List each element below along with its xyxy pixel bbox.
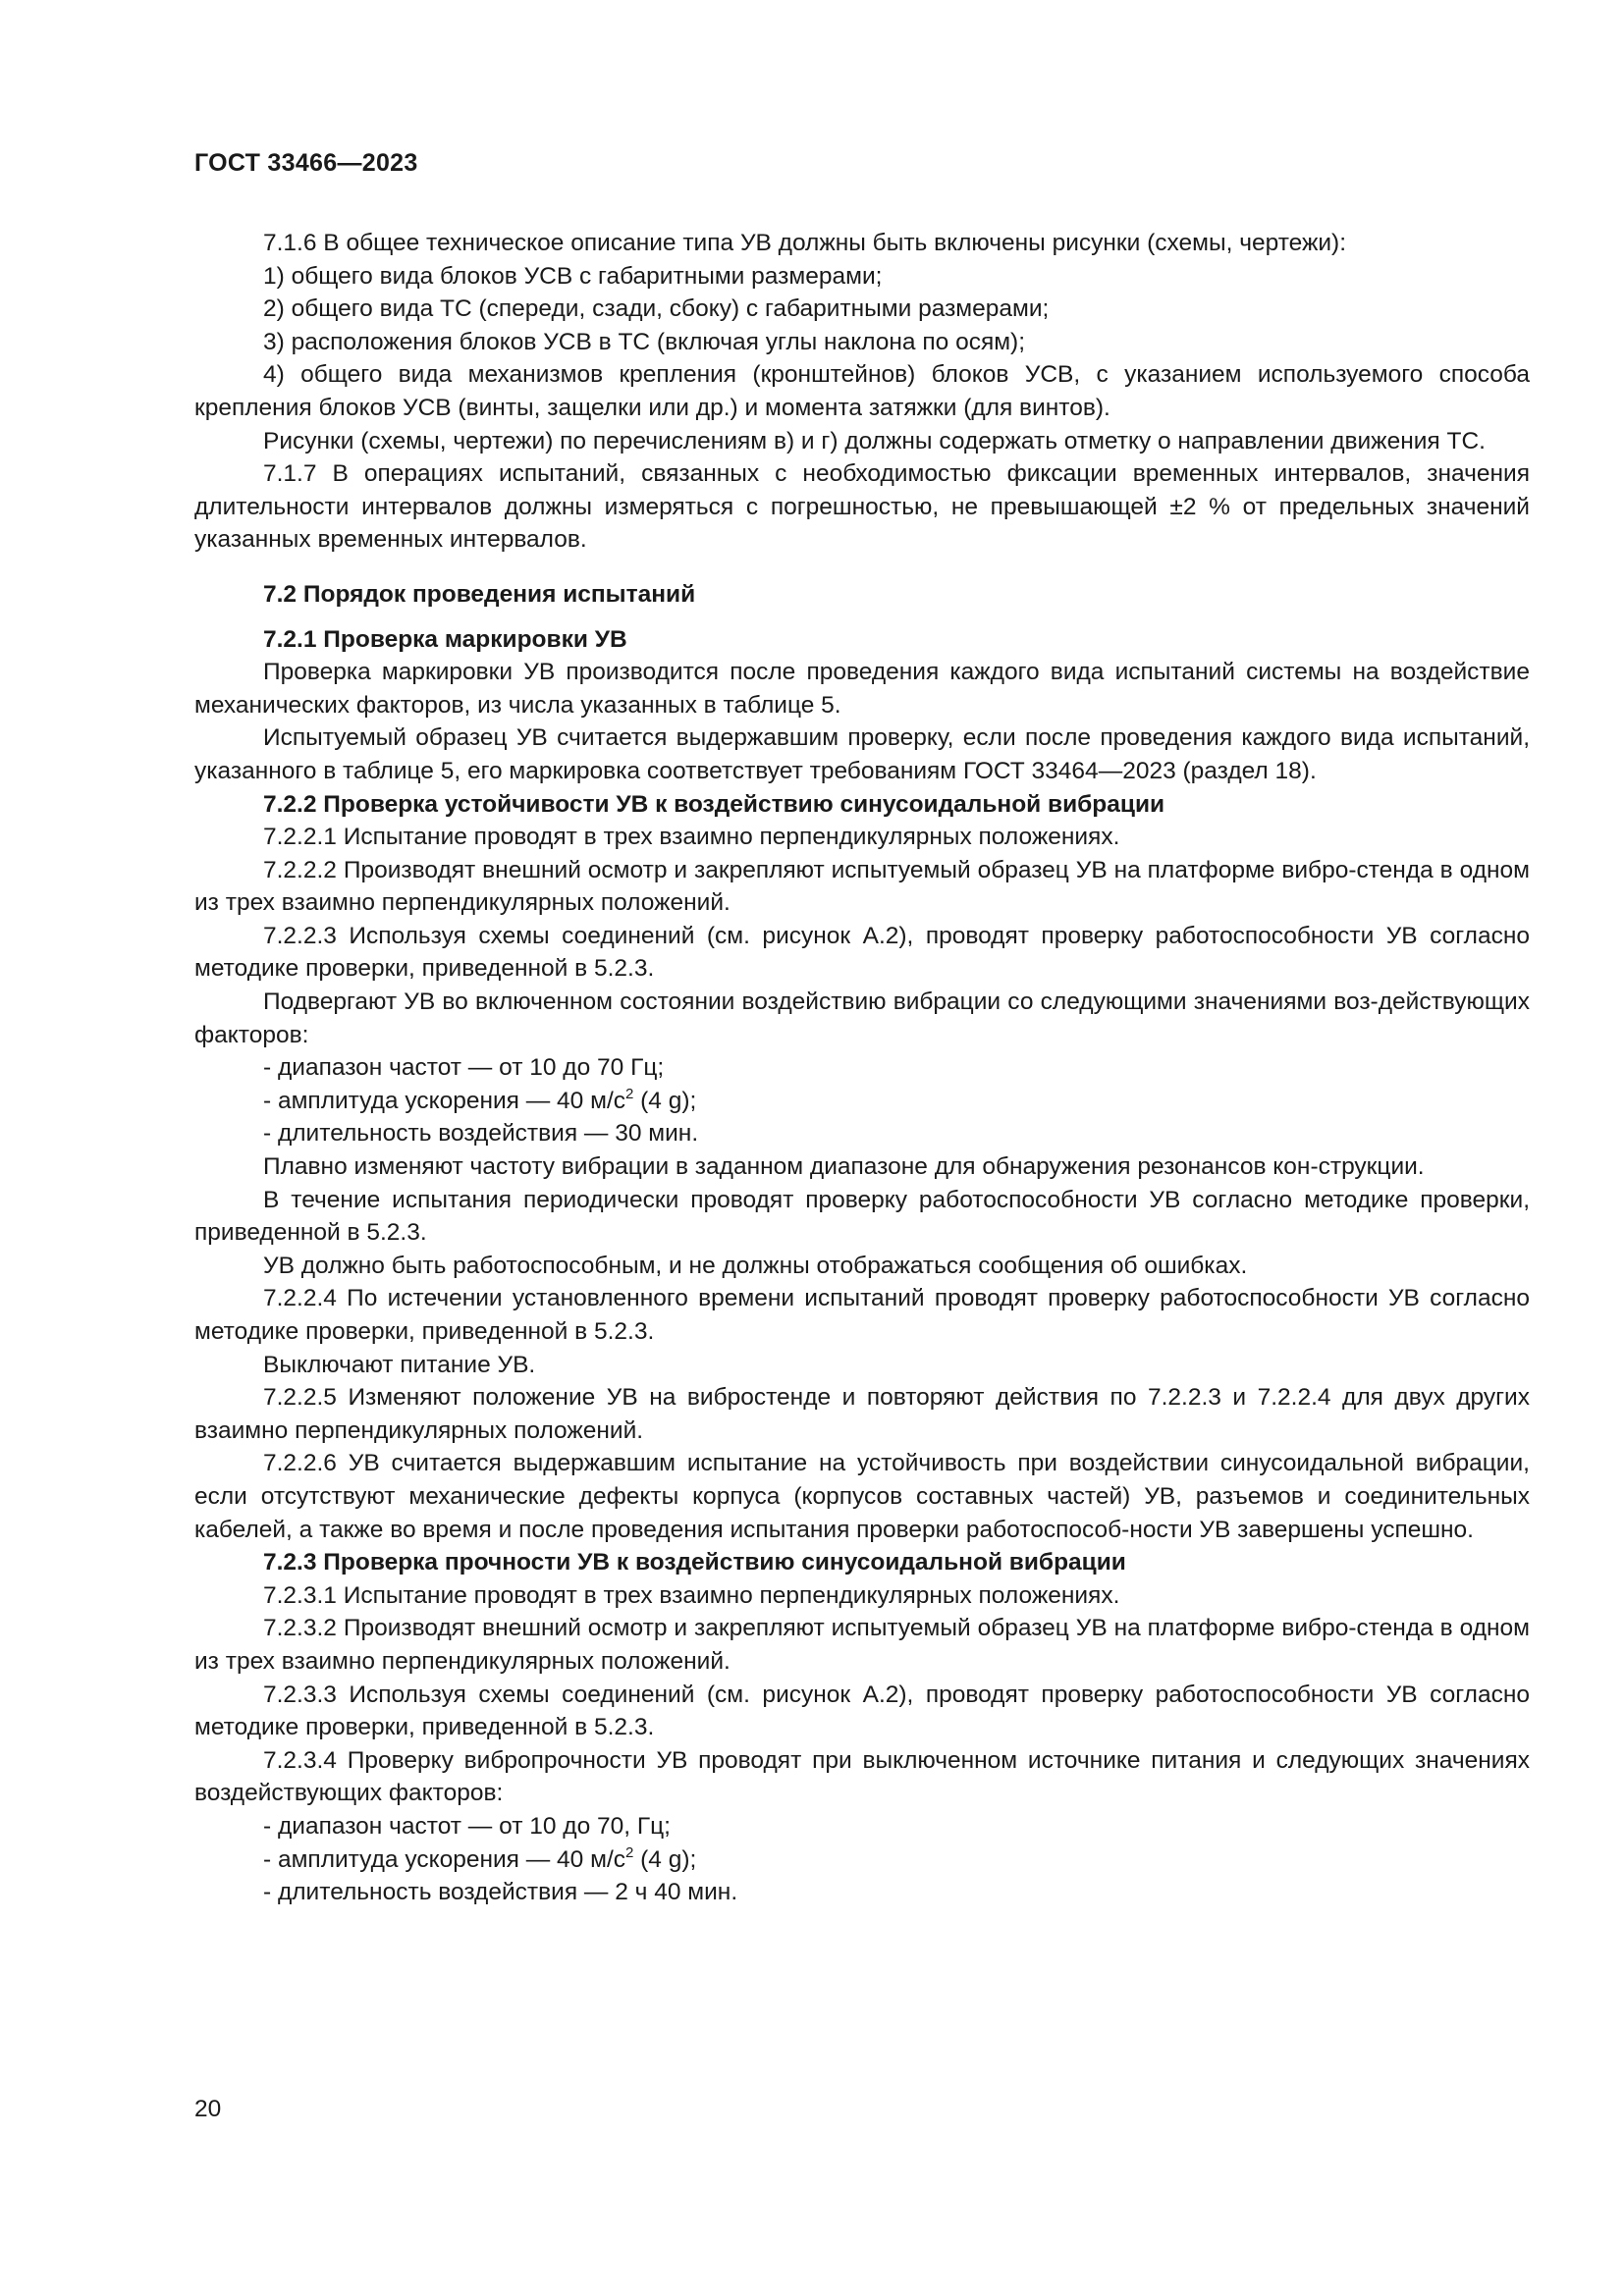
paragraph: Подвергают УВ во включенном состоянии воздействию вибрации со следующими значениями воз-действующих факторов: — [194, 988, 1530, 1048]
superscript: 2 — [625, 1085, 634, 1102]
list-item: 2) общего вида ТС (спереди, сзади, сбоку) с габаритными размерами; — [263, 295, 1050, 323]
paragraph: 7.1.7 В операциях испытаний, связанных с необходимостью фиксации временных интервалов, значения длительности интервалов должны измеряться с погрешностью, не превышающей ±2 % от предельных значений указанных временных интервалов. — [194, 460, 1530, 554]
paragraph: Плавно изменяют частоту вибрации в заданном диапазоне для обнаружения резонансов кон-струкции. — [263, 1153, 1425, 1181]
subsection-heading: 7.2.3 Проверка прочности УВ к воздействию синусоидальной вибрации — [263, 1549, 1126, 1576]
list-item: 3) расположения блоков УСВ в ТС (включая углы наклона по осям); — [263, 328, 1026, 355]
paragraph: 7.1.6 В общее техническое описание типа УВ должны быть включены рисунки (схемы, чертежи): — [263, 230, 1347, 256]
paragraph: Рисунки (схемы, чертежи) по перечислениям в) и г) должны содержать отметку о направлении движения ТС. — [263, 427, 1486, 454]
list-item-text: (4 g); — [633, 1087, 697, 1114]
list-item: 4) общего вида механизмов крепления (кронштейнов) блоков УСВ, с указанием используемого способа крепления блоков УСВ (винты, защелки или др.) и момента затяжки (для винтов). — [194, 361, 1530, 421]
document-body — [194, 227, 1530, 1909]
list-item: - длительность воздействия — 30 мин. — [263, 1120, 699, 1148]
list-item — [194, 1085, 1530, 1118]
list-item: - диапазон частот — от 10 до 70 Гц; — [263, 1054, 665, 1082]
paragraph: 7.2.3.3 Используя схемы соединений (см. рисунок А.2), проводят проверку работоспособности УВ согласно методике проверки, приведенной в 5.2.3. — [194, 1681, 1530, 1741]
paragraph: 7.2.3.1 Испытание проводят в трех взаимно перпендикулярных положениях. — [263, 1581, 1120, 1609]
paragraph: 7.2.2.6 УВ считается выдержавшим испытание на устойчивость при воздействии синусоидальной вибрации, если отсутствуют механические дефекты корпуса (корпусов составных частей) УВ, разъемов и соединительных кабелей, а также во время и после проведения испытания проверки работоспособ-ности УВ завершены успешно. — [194, 1450, 1530, 1543]
paragraph: 7.2.2.1 Испытание проводят в трех взаимно перпендикулярных положениях. — [263, 824, 1120, 851]
list-item — [194, 1843, 1530, 1877]
subsection-heading: 7.2.1 Проверка маркировки УВ — [263, 625, 627, 653]
paragraph: Проверка маркировки УВ производится после проведения каждого вида испытаний системы на воздействие механических факторов, из числа указанных в таблице 5. — [194, 659, 1530, 719]
superscript: 2 — [625, 1843, 634, 1861]
paragraph: 7.2.2.4 По истечении установленного времени испытаний проводят проверку работоспособности УВ согласно методике проверки, приведенной в 5.2.3. — [194, 1285, 1530, 1345]
paragraph: 7.2.2.2 Производят внешний осмотр и закрепляют испытуемый образец УВ на платформе вибро-стенда в одном из трех взаимно перпендикулярных положений. — [194, 856, 1530, 917]
paragraph: 7.2.3.4 Проверку вибропрочности УВ проводят при выключенном источнике питания и следующих значениях воздействующих факторов: — [194, 1746, 1530, 1807]
paragraph: 7.2.3.2 Производят внешний осмотр и закрепляют испытуемый образец УВ на платформе вибро-стенда в одном из трех взаимно перпендикулярных положений. — [194, 1615, 1530, 1675]
paragraph: 7.2.2.3 Используя схемы соединений (см. рисунок А.2), проводят проверку работоспособности УВ согласно методике проверки, приведенной в 5.2.3. — [194, 922, 1530, 983]
list-item-text: - амплитуда ускорения — 40 м/с — [263, 1087, 625, 1114]
paragraph: В течение испытания периодически проводят проверку работоспособности УВ согласно методике проверки, приведенной в 5.2.3. — [194, 1186, 1530, 1247]
paragraph: Выключают питание УВ. — [263, 1351, 536, 1378]
list-item-text: (4 g); — [633, 1845, 697, 1873]
subsection-heading: 7.2.2 Проверка устойчивости УВ к воздействию синусоидальной вибрации — [263, 790, 1165, 818]
list-item: - диапазон частот — от 10 до 70, Гц; — [263, 1812, 671, 1840]
page-number: 20 — [194, 2096, 222, 2122]
section-heading: 7.2 Порядок проведения испытаний — [263, 580, 696, 608]
paragraph: Испытуемый образец УВ считается выдержавшим проверку, если после проведения каждого вида испытаний, указанного в таблице 5, его маркировка соответствует требованиям ГОСТ 33464—2023 (раздел 18). — [194, 724, 1530, 784]
list-item-text: - амплитуда ускорения — 40 м/с — [263, 1845, 625, 1873]
standard-header: ГОСТ 33466—2023 — [194, 149, 418, 177]
list-item: - длительность воздействия — 2 ч 40 мин. — [263, 1879, 738, 1906]
list-item: 1) общего вида блоков УСВ с габаритными размерами; — [263, 262, 883, 290]
paragraph: УВ должно быть работоспособным, и не должны отображаться сообщения об ошибках. — [263, 1252, 1248, 1279]
paragraph: 7.2.2.5 Изменяют положение УВ на вибростенде и повторяют действия по 7.2.2.3 и 7.2.2.4 для двух других взаимно перпендикулярных положений. — [194, 1384, 1530, 1444]
